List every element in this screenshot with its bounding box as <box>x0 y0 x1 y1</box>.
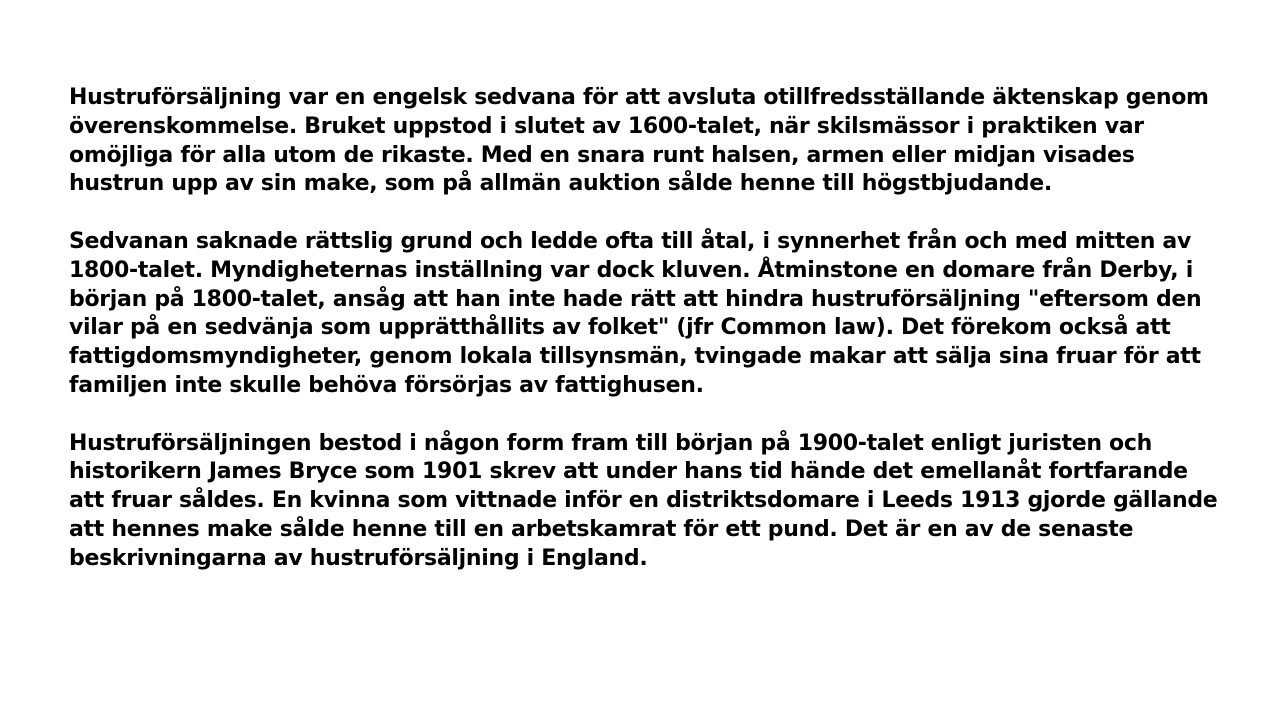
document-body <box>69 84 1229 602</box>
paragraph-1: Hustruförsäljning var en engelsk sedvana för att avsluta otillfredsställande äktenskap genom överenskommelse. Bruket uppstod i slutet av 1600-talet, när skilsmässor i praktiken var omöjliga för alla utom de rikaste. Med en snara runt halsen, armen eller midjan visades hustrun upp av sin make, som på allmän auktion sålde henne till högstbjudande. <box>69 85 1209 197</box>
paragraph-3: Hustruförsäljningen bestod i någon form fram till början på 1900-talet enligt juristen och historikern James Bryce som 1901 skrev att under hans tid hände det emellanåt fortfarande att fruar såldes. En kvinna som vittnade inför en distriktsdomare i Leeds 1913 gjorde gällande att hennes make sålde henne till en arbetskamrat för ett pund. Det är en av de senaste beskrivningarna av hustruförsäljning i England. <box>69 430 1218 571</box>
paragraph-2: Sedvanan saknade rättslig grund och ledde ofta till åtal, i synnerhet från och med mitten av 1800-talet. Myndigheternas inställning var dock kluven. Åtminstone en domare från Derby, i början på 1800-talet, ansåg att han inte hade rätt att hindra hustruförsäljning "eftersom den vilar på en sedvänja som upprätthållits av folket" (jfr Common law). Det förekom också att fattigdomsmyndigheter, genom lokala tillsynsmän, tvingade makar att sälja sina fruar för att familjen inte skulle behöva försörjas av fattighusen. <box>69 228 1202 398</box>
